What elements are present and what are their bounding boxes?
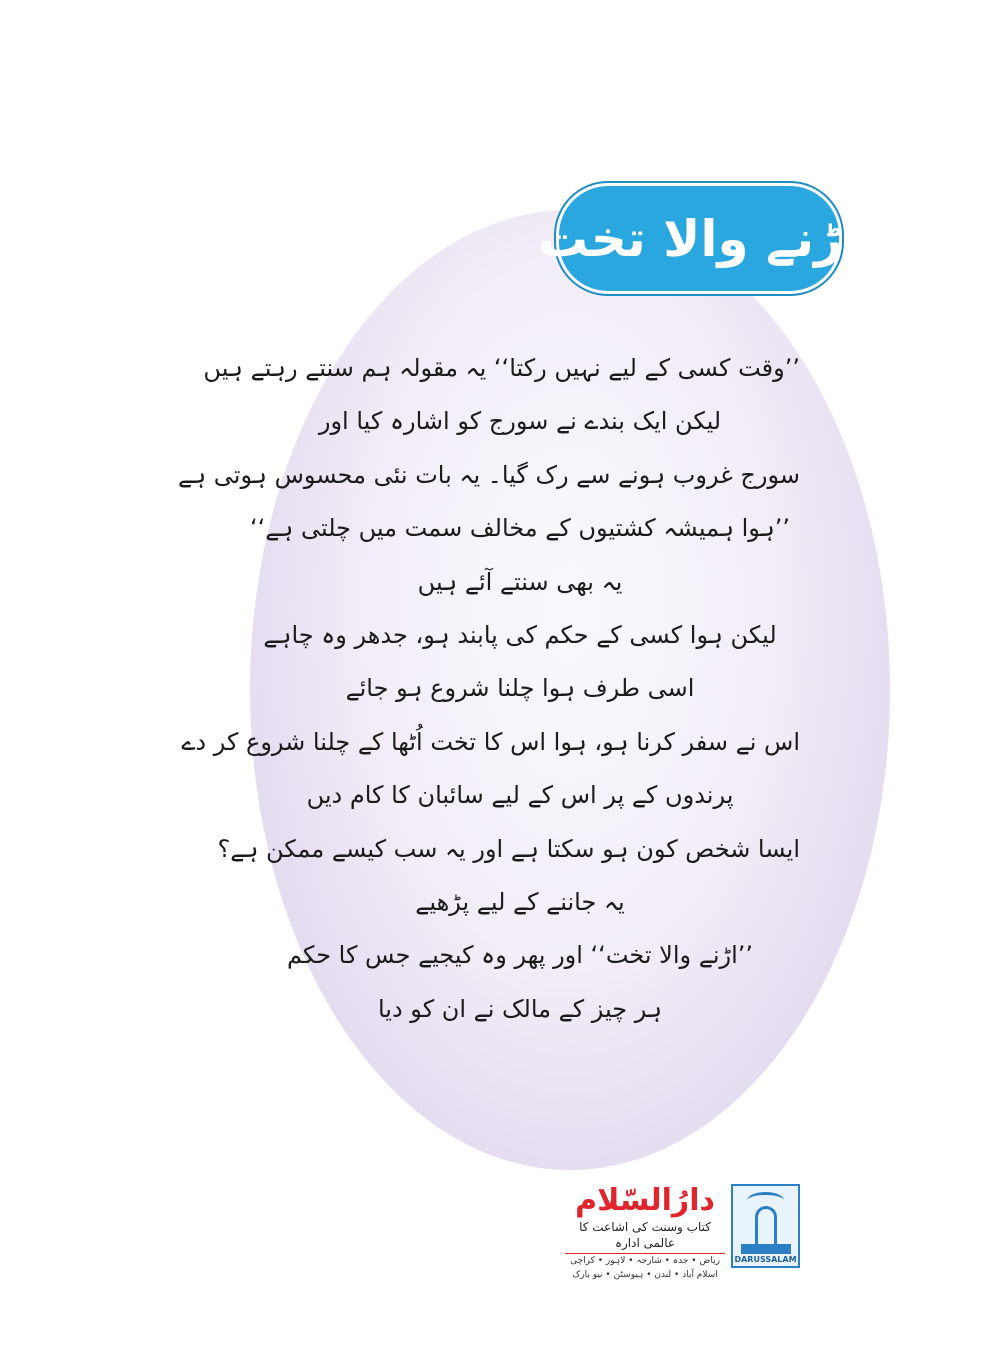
publisher-tagline: کتاب وسنت کی اشاعت کا عالمی ادارہ [565,1219,725,1254]
page-title: اُڑنے والا تخت [538,209,860,268]
publisher-name: دارُالسّلام [575,1183,715,1218]
poem-line: ’’ہوا ہمیشہ کشتیوں کے مخالف سمت میں چلتی ہے‘‘ [249,514,791,543]
title-badge [538,183,860,294]
publisher-logo [731,1184,800,1268]
publisher-cities-1: ریاض • جدہ • شارجہ • لاہور • کراچی [570,1256,720,1266]
poem-line: سورج غروب ہونے سے رک گیا۔ یہ بات نئی محسوس ہوتی ہے [178,460,800,489]
poem-line: لیکن ہوا کسی کے حکم کی پابند ہو، جدھر وہ چاہے [263,620,777,649]
poem-line: پرندوں کے پر اس کے لیے سائبان کا کام دیں [306,781,734,810]
poem-line: ہر چیز کے مالک نے ان کو دیا [377,994,662,1023]
poem-line: ’’وقت کسی کے لیے نہیں رکتا‘‘ یہ مقولہ ہم سنتے رہتے ہیں [203,354,800,382]
poem-line: ’’اڑنے والا تخت‘‘ اور پھر وہ کیجیے جس کا حکم [286,941,754,970]
poem-line: یہ جاننے کے لیے پڑھیے [415,887,625,916]
logo-caption: DARUSSALAM [734,1255,797,1264]
poem-line: یہ بھی سنتے آئے ہیں [417,567,623,596]
logo-bar-shape [741,1244,791,1254]
publisher-block [565,1183,725,1282]
poem-line: اسی طرف ہوا چلنا شروع ہو جائے [345,674,695,703]
poem-line: اس نے سفر کرنا ہو، ہوا اس کا تخت اُٹھا کے چلنا شروع کر دے [181,727,800,756]
poem-line: لیکن ایک بندے نے سورج کو اشارہ کیا اور [318,407,722,436]
poem-text [178,342,800,1036]
poem-line: ایسا شخص کون ہو سکتا ہے اور یہ سب کیسے ممکن ہے؟ [217,834,800,863]
logo-arch-shape [755,1206,777,1244]
publisher-cities-2: اسلام آباد • لندن • ہیوسٹن • نیو یارک [572,1270,718,1280]
